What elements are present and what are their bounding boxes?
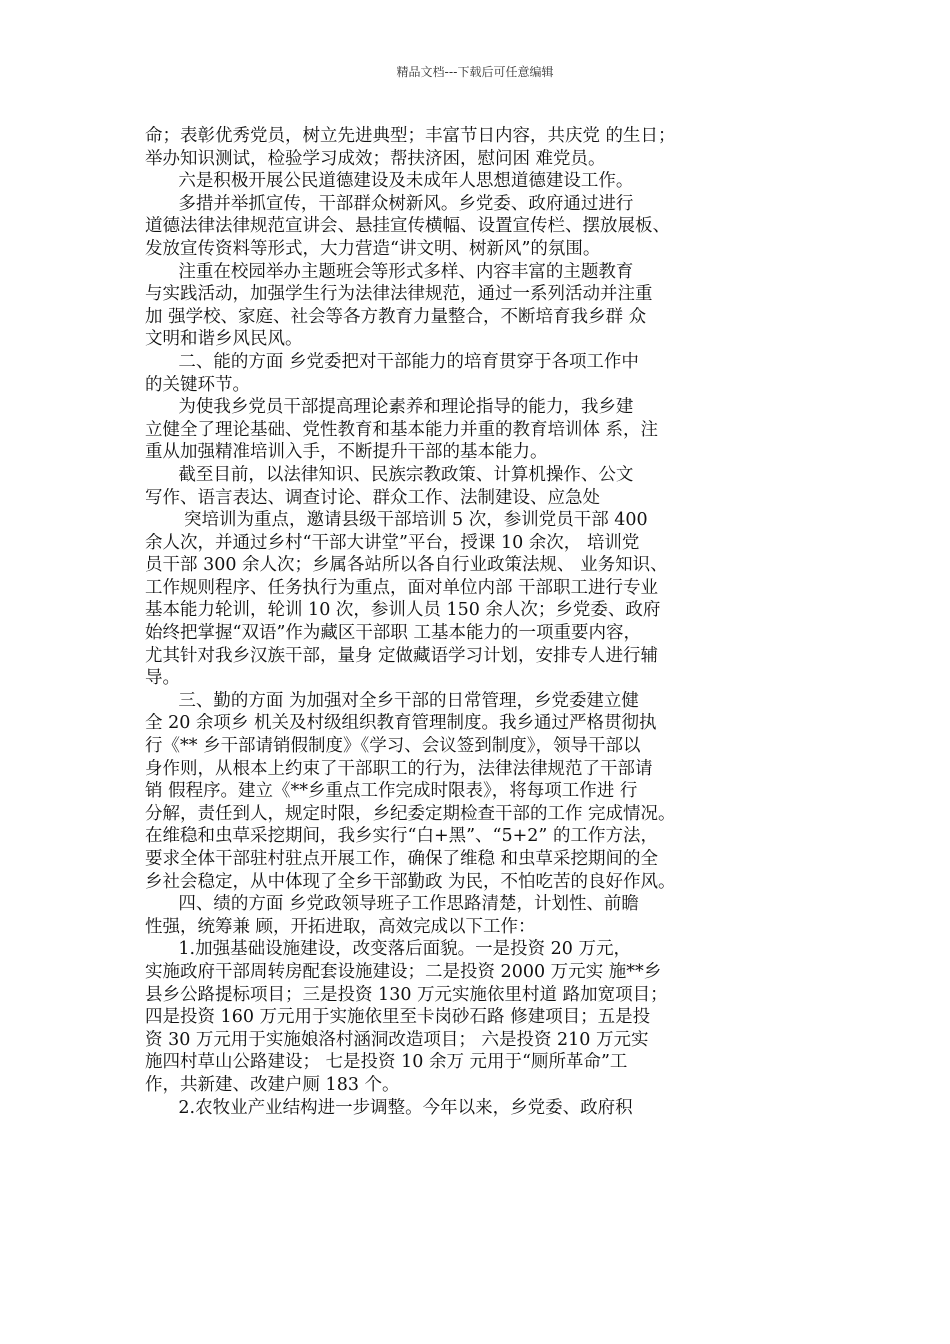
paragraph bbox=[145, 893, 825, 938]
text-line: 突培训为重点，邀请县级干部培训 5 次，参训党员干部 400 bbox=[145, 510, 648, 531]
text-line: 作，共新建、改建户厕 183 个。 bbox=[145, 1074, 400, 1095]
paragraph bbox=[145, 193, 825, 261]
text-line: 工作规则程序、任务执行为重点，面对单位内部 干部职工进行专业 bbox=[145, 577, 659, 598]
document-body bbox=[145, 125, 825, 1119]
paragraph bbox=[145, 509, 825, 690]
text-line: 立健全了理论基础、党性教育和基本能力并重的教育培训体 系，注 bbox=[145, 419, 659, 440]
text-line: 2.农牧业产业结构进一步调整。今年以来，乡党委、政府积 bbox=[145, 1097, 633, 1118]
text-line: 加 强学校、家庭、社会等各方教育力量整合，不断培育我乡群 众 bbox=[145, 306, 647, 327]
text-line: 六是积极开展公民道德建设及未成年人思想道德建设工作。 bbox=[145, 171, 634, 192]
text-line: 为使我乡党员干部提高理论素养和理论指导的能力，我乡建 bbox=[145, 397, 634, 418]
text-line: 二、能的方面 乡党委把对干部能力的培育贯穿于各项工作中 bbox=[145, 351, 639, 372]
text-line: 始终把掌握“双语”作为藏区干部职 工基本能力的一项重要内容， bbox=[145, 623, 641, 644]
text-line: 截至目前，以法律知识、民族宗教政策、计算机操作、公文 bbox=[145, 464, 634, 485]
paragraph bbox=[145, 125, 825, 170]
text-line: 写作、语言表达、调查讨论、群众工作、法制建设、应急处 bbox=[145, 487, 600, 508]
paragraph bbox=[145, 464, 825, 509]
text-line: 性强，统筹兼 顾，开拓进取，高效完成以下工作： bbox=[145, 916, 536, 937]
paragraph bbox=[145, 1097, 825, 1120]
page-header: 精品文档---下载后可任意编辑 bbox=[396, 65, 554, 79]
text-line: 行《** 乡干部请销假制度》《学习、会议签到制度》，领导干部以 bbox=[145, 736, 641, 757]
text-line: 1.加强基础设施建设，改变落后面貌。一是投资 20 万元， bbox=[145, 939, 631, 960]
paragraph bbox=[145, 261, 825, 351]
text-line: 命；表彰优秀党员，树立先进典型；丰富节日内容，共庆党 的生日； bbox=[145, 126, 676, 146]
text-line: 资 30 万元用于实施娘洛村涵洞改造项目； 六是投资 210 万元实 bbox=[145, 1029, 649, 1050]
text-line: 注重在校园举办主题班会等形式多样、内容丰富的主题教育 bbox=[145, 261, 634, 282]
text-line: 道德法律法律规范宣讲会、悬挂宣传横幅、设置宣传栏、摆放展板、 bbox=[145, 216, 670, 237]
paragraph bbox=[145, 351, 825, 396]
text-line: 分解，责任到人，规定时限，乡纪委定期检查干部的工作 完成情况。 bbox=[145, 803, 676, 824]
text-line: 全 20 余项乡 机关及村级组织教育管理制度。我乡通过严格贯彻执 bbox=[145, 713, 657, 734]
text-line: 尤其针对我乡汉族干部，量身 定做藏语学习计划，安排专人进行辅 bbox=[145, 645, 659, 666]
text-line: 三、勤的方面 为加强对全乡干部的日常管理，乡党委建立健 bbox=[145, 690, 639, 711]
text-line: 基本能力轮训，轮训 10 次，参训人员 150 余人次；乡党委、政府 bbox=[145, 600, 661, 621]
paragraph bbox=[145, 396, 825, 464]
text-line: 施四村草山公路建设； 七是投资 10 余万 元用于“厕所革命”工 bbox=[145, 1052, 628, 1073]
text-line: 发放宣传资料等形式，大力营造“讲文明、树新风”的氛围。 bbox=[145, 238, 601, 259]
text-line: 要求全体干部驻村驻点开展工作，确保了维稳 和虫草采挖期间的全 bbox=[145, 849, 659, 869]
paragraph bbox=[145, 938, 825, 1096]
text-line: 乡社会稳定，从中体现了全乡干部勤政 为民，不怕吃苦的良好作风。 bbox=[145, 871, 676, 892]
text-line: 四、绩的方面 乡党政领导班子工作思路清楚，计划性、前瞻 bbox=[145, 894, 639, 915]
text-line: 文明和谐乡风民风。 bbox=[145, 329, 303, 350]
text-line: 县乡公路提标项目；三是投资 130 万元实施依里村道 路加宽项目； bbox=[145, 984, 668, 1005]
text-line: 与实践活动，加强学生行为法律法律规范，通过一系列活动并注重 bbox=[145, 284, 653, 305]
paragraph bbox=[145, 690, 825, 893]
text-line: 销 假程序。建立《**乡重点工作完成时限表》，将每项工作进 行 bbox=[145, 781, 638, 802]
text-line: 多措并举抓宣传，干部群众树新风。乡党委、政府通过进行 bbox=[145, 193, 634, 214]
text-line: 重从加强精准培训入手，不断提升干部的基本能力。 bbox=[145, 442, 548, 463]
text-line: 举办知识测试，检验学习成效；帮扶济困，慰问困 难党员。 bbox=[145, 148, 606, 169]
text-line: 员干部 300 余人次；乡属各站所以各自行业政策法规、 业务知识、 bbox=[145, 555, 668, 576]
text-line: 四是投资 160 万元用于实施依里至卡岗砂石路 修建项目；五是投 bbox=[145, 1007, 651, 1028]
text-line: 实施政府干部周转房配套设施建设；二是投资 2000 万元实 施**乡 bbox=[145, 961, 662, 982]
text-line: 导。 bbox=[145, 668, 180, 689]
text-line: 余人次，并通过乡村“干部大讲堂”平台，授课 10 余次， 培训党 bbox=[145, 532, 640, 553]
text-line: 在维稳和虫草采挖期间，我乡实行“白+黑”、“5+2” 的工作方法， bbox=[145, 826, 658, 847]
text-line: 身作则，从根本上约束了干部职工的行为，法律法律规范了干部请 bbox=[145, 758, 653, 779]
paragraph bbox=[145, 170, 825, 193]
text-line: 的关键环节。 bbox=[145, 374, 250, 395]
